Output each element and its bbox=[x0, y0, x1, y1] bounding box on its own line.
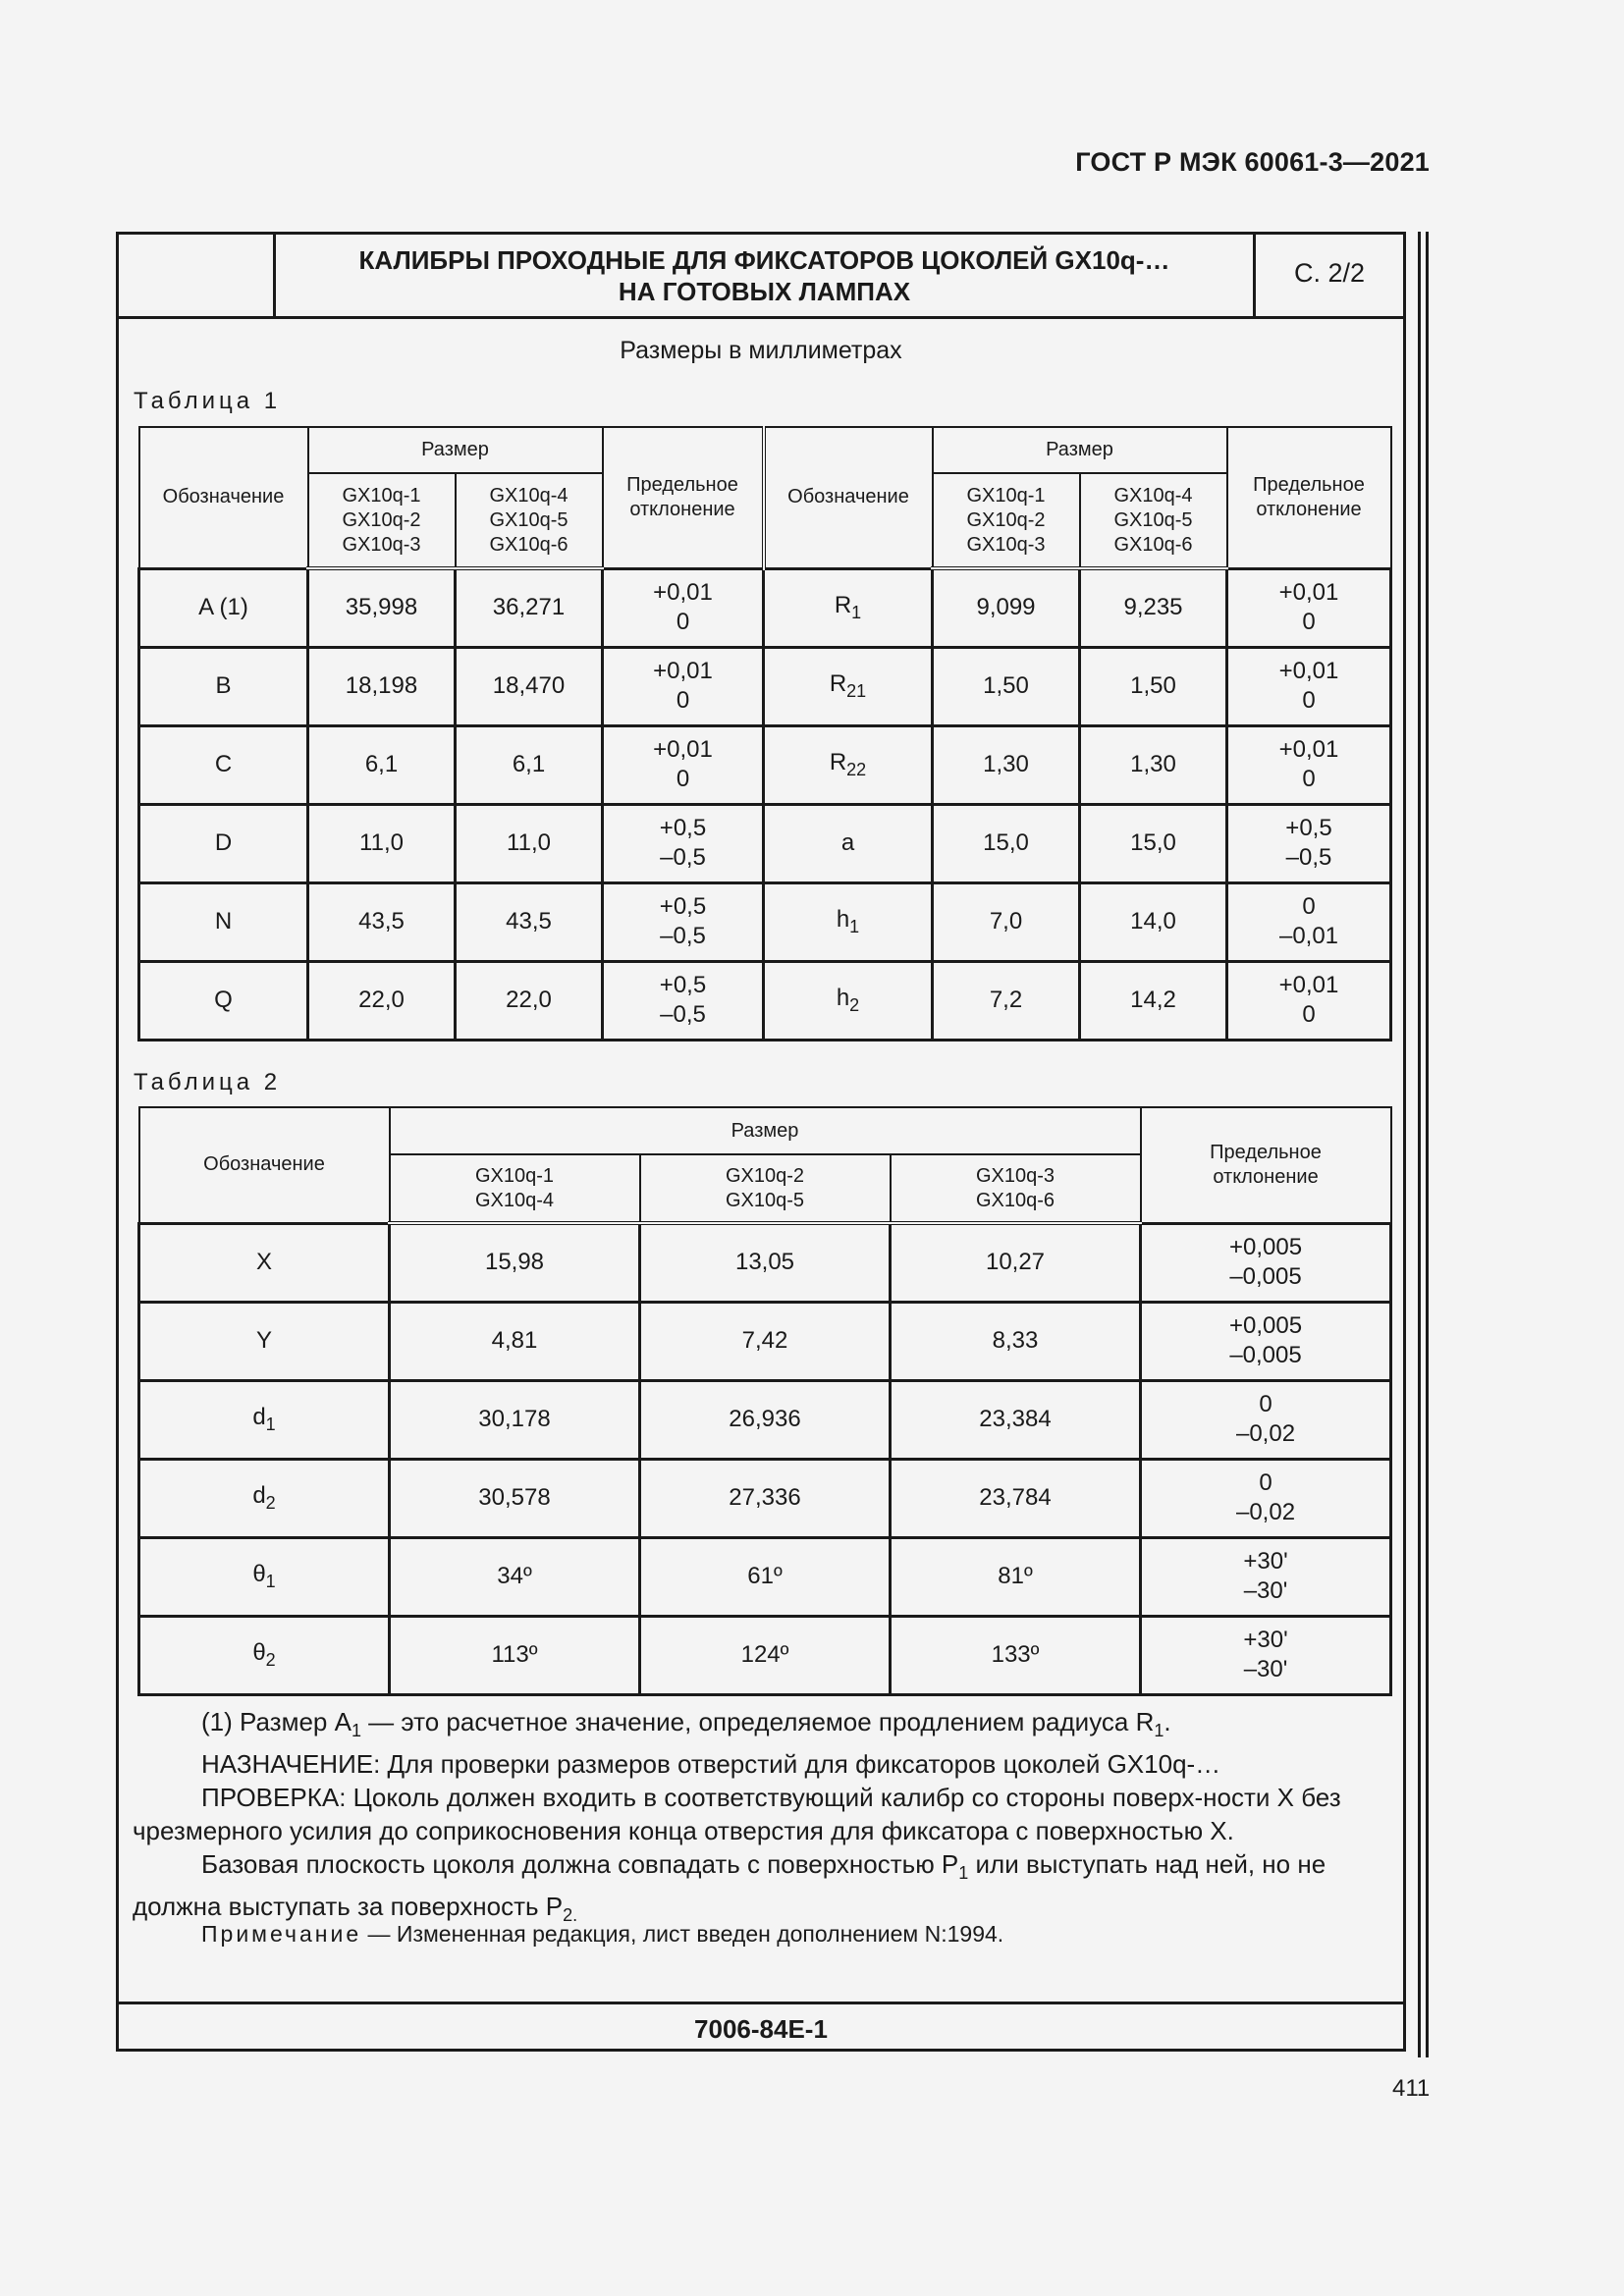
frame-rail bbox=[1426, 232, 1429, 2057]
footer-block bbox=[119, 2002, 1403, 2055]
value-cell: 1,30 bbox=[933, 725, 1080, 804]
column-header-group-2: GX10q-2 GX10q-5 bbox=[640, 1154, 891, 1223]
value-cell: 43,5 bbox=[456, 882, 603, 961]
footnote-1: (1) Размер $A_1$ — это расчетное значение, определяемое продлением радиуса $R_1$. bbox=[201, 1707, 1171, 1740]
value-cell: 61º bbox=[640, 1537, 891, 1616]
remark: Примечание — Измененная редакция, лист введен дополнением N:1994. bbox=[201, 1921, 1004, 1947]
value-cell: 14,0 bbox=[1080, 882, 1227, 961]
designation-cell: Y bbox=[139, 1302, 390, 1380]
value-cell: 9,099 bbox=[933, 568, 1080, 647]
title-block bbox=[119, 235, 1403, 319]
table-row bbox=[139, 1537, 1391, 1616]
value-cell: 8,33 bbox=[891, 1302, 1141, 1380]
value-cell: 7,42 bbox=[640, 1302, 891, 1380]
tolerance-cell: 0 –0,02 bbox=[1141, 1459, 1391, 1537]
table2-caption: Таблица 2 bbox=[134, 1069, 282, 1095]
value-cell: 10,27 bbox=[891, 1223, 1141, 1302]
check-text: ПРОВЕРКА: Цоколь должен входить в соответствующий калибр со стороны поверх-ности X без чрезмерного усилия до соприкосновения конца отверстия для фиксатора с поверхностью X. bbox=[133, 1783, 1341, 1845]
tolerance-cell: +0,01 0 bbox=[1227, 725, 1391, 804]
tolerance-cell: +0,01 0 bbox=[603, 725, 764, 804]
designation-cell: A (1) bbox=[139, 568, 308, 647]
table-1 bbox=[137, 426, 1392, 1041]
value-cell: 133º bbox=[891, 1616, 1141, 1694]
designation-cell: $d_1$ bbox=[139, 1380, 390, 1459]
table-row bbox=[139, 1380, 1391, 1459]
table-row bbox=[139, 1459, 1391, 1537]
value-cell: 15,0 bbox=[1080, 804, 1227, 882]
tolerance-cell: +30' –30' bbox=[1141, 1616, 1391, 1694]
value-cell: 34º bbox=[390, 1537, 640, 1616]
designation-cell: $d_2$ bbox=[139, 1459, 390, 1537]
sheet-frame bbox=[116, 232, 1406, 2052]
value-cell: 11,0 bbox=[456, 804, 603, 882]
value-cell: 11,0 bbox=[308, 804, 456, 882]
column-header-designation: Обозначение bbox=[764, 427, 933, 568]
table-row bbox=[139, 1616, 1391, 1694]
table-row bbox=[139, 647, 1391, 725]
value-cell: 6,1 bbox=[456, 725, 603, 804]
column-header-group-b: GX10q-4 GX10q-5 GX10q-6 bbox=[456, 473, 603, 568]
table-row bbox=[139, 882, 1391, 961]
drawing-code: 7006-84E-1 bbox=[694, 2014, 828, 2044]
value-cell: 36,271 bbox=[456, 568, 603, 647]
value-cell: 113º bbox=[390, 1616, 640, 1694]
value-cell: 30,178 bbox=[390, 1380, 640, 1459]
column-header-size: Размер bbox=[308, 427, 603, 473]
value-cell: 14,2 bbox=[1080, 961, 1227, 1040]
sheet-number: С. 2/2 bbox=[1293, 258, 1366, 288]
tolerance-cell: +0,01 0 bbox=[1227, 647, 1391, 725]
column-header-tolerance: Предельное отклонение bbox=[603, 427, 764, 568]
frame-rail bbox=[1418, 232, 1421, 2057]
value-cell: 1,30 bbox=[1080, 725, 1227, 804]
column-header-size: Размер bbox=[933, 427, 1227, 473]
designation-cell: D bbox=[139, 804, 308, 882]
table-row bbox=[139, 804, 1391, 882]
value-cell: 15,0 bbox=[933, 804, 1080, 882]
value-cell: 18,470 bbox=[456, 647, 603, 725]
notes-block bbox=[133, 1705, 1389, 1932]
column-header-designation: Обозначение bbox=[139, 1107, 390, 1223]
value-cell: 27,336 bbox=[640, 1459, 891, 1537]
tolerance-cell: +0,01 0 bbox=[1227, 568, 1391, 647]
value-cell: 124º bbox=[640, 1616, 891, 1694]
tolerance-cell: +30' –30' bbox=[1141, 1537, 1391, 1616]
designation-cell: N bbox=[139, 882, 308, 961]
tolerance-cell: +0,01 0 bbox=[603, 647, 764, 725]
designation-cell: $R_{22}$ bbox=[764, 725, 933, 804]
designation-cell: C bbox=[139, 725, 308, 804]
value-cell: 81º bbox=[891, 1537, 1141, 1616]
sheet-title: КАЛИБРЫ ПРОХОДНЫЕ ДЛЯ ФИКСАТОРОВ ЦОКОЛЕЙ GX10q-… НА ГОТОВЫХ ЛАМПАХ bbox=[358, 245, 1170, 306]
designation-cell: Q bbox=[139, 961, 308, 1040]
table1-caption: Таблица 1 bbox=[134, 388, 282, 414]
value-cell: 35,998 bbox=[308, 568, 456, 647]
value-cell: 15,98 bbox=[390, 1223, 640, 1302]
designation-cell: a bbox=[764, 804, 933, 882]
table-row bbox=[139, 725, 1391, 804]
column-header-tolerance: Предельное отклонение bbox=[1227, 427, 1391, 568]
tolerance-cell: +0,5 –0,5 bbox=[1227, 804, 1391, 882]
value-cell: 26,936 bbox=[640, 1380, 891, 1459]
designation-cell: $h_2$ bbox=[764, 961, 933, 1040]
value-cell: 18,198 bbox=[308, 647, 456, 725]
units-caption: Размеры в миллиметрах bbox=[620, 337, 902, 364]
value-cell: 22,0 bbox=[308, 961, 456, 1040]
value-cell: 7,0 bbox=[933, 882, 1080, 961]
designation-cell: X bbox=[139, 1223, 390, 1302]
value-cell: 4,81 bbox=[390, 1302, 640, 1380]
designation-cell: $\theta_2$ bbox=[139, 1616, 390, 1694]
column-header-group-1: GX10q-1 GX10q-4 bbox=[390, 1154, 640, 1223]
column-header-group-b: GX10q-4 GX10q-5 GX10q-6 bbox=[1080, 473, 1227, 568]
tolerance-cell: +0,5 –0,5 bbox=[603, 882, 764, 961]
column-header-group-a: GX10q-1 GX10q-2 GX10q-3 bbox=[308, 473, 456, 568]
designation-cell: $\theta_1$ bbox=[139, 1537, 390, 1616]
value-cell: 23,384 bbox=[891, 1380, 1141, 1459]
designation-cell: $h_1$ bbox=[764, 882, 933, 961]
value-cell: 6,1 bbox=[308, 725, 456, 804]
tolerance-cell: +0,5 –0,5 bbox=[603, 804, 764, 882]
designation-cell: $R_{21}$ bbox=[764, 647, 933, 725]
table-row bbox=[139, 961, 1391, 1040]
tolerance-cell: +0,5 –0,5 bbox=[603, 961, 764, 1040]
value-cell: 1,50 bbox=[1080, 647, 1227, 725]
value-cell: 22,0 bbox=[456, 961, 603, 1040]
table-row bbox=[139, 1223, 1391, 1302]
table-2 bbox=[137, 1106, 1392, 1696]
value-cell: 9,235 bbox=[1080, 568, 1227, 647]
designation-cell: B bbox=[139, 647, 308, 725]
table-row bbox=[139, 568, 1391, 647]
tolerance-cell: 0 –0,02 bbox=[1141, 1380, 1391, 1459]
column-header-tolerance: Предельное отклонение bbox=[1141, 1107, 1391, 1223]
value-cell: 43,5 bbox=[308, 882, 456, 961]
value-cell: 30,578 bbox=[390, 1459, 640, 1537]
value-cell: 1,50 bbox=[933, 647, 1080, 725]
base-plane-text: Базовая плоскость цоколя должна совпадать с поверхностью $P_1$ или выступать над ней, но не должна выступать за поверхность $P_{2.}$ bbox=[133, 1849, 1326, 1925]
value-cell: 23,784 bbox=[891, 1459, 1141, 1537]
value-cell: 7,2 bbox=[933, 961, 1080, 1040]
tolerance-cell: 0 –0,01 bbox=[1227, 882, 1391, 961]
column-header-size: Размер bbox=[390, 1107, 1141, 1154]
purpose-text: НАЗНАЧЕНИЕ: Для проверки размеров отверстий для фиксаторов цоколей GX10q-… bbox=[201, 1749, 1221, 1779]
page-number: 411 bbox=[1392, 2075, 1431, 2102]
tolerance-cell: +0,01 0 bbox=[1227, 961, 1391, 1040]
column-header-group-3: GX10q-3 GX10q-6 bbox=[891, 1154, 1141, 1223]
document-code: ГОСТ Р МЭК 60061-3—2021 bbox=[1075, 147, 1430, 177]
tolerance-cell: +0,005 –0,005 bbox=[1141, 1302, 1391, 1380]
designation-cell: $R_1$ bbox=[764, 568, 933, 647]
column-header-group-a: GX10q-1 GX10q-2 GX10q-3 bbox=[933, 473, 1080, 568]
value-cell: 13,05 bbox=[640, 1223, 891, 1302]
tolerance-cell: +0,01 0 bbox=[603, 568, 764, 647]
tolerance-cell: +0,005 –0,005 bbox=[1141, 1223, 1391, 1302]
column-header-designation: Обозначение bbox=[139, 427, 308, 568]
table-row bbox=[139, 1302, 1391, 1380]
